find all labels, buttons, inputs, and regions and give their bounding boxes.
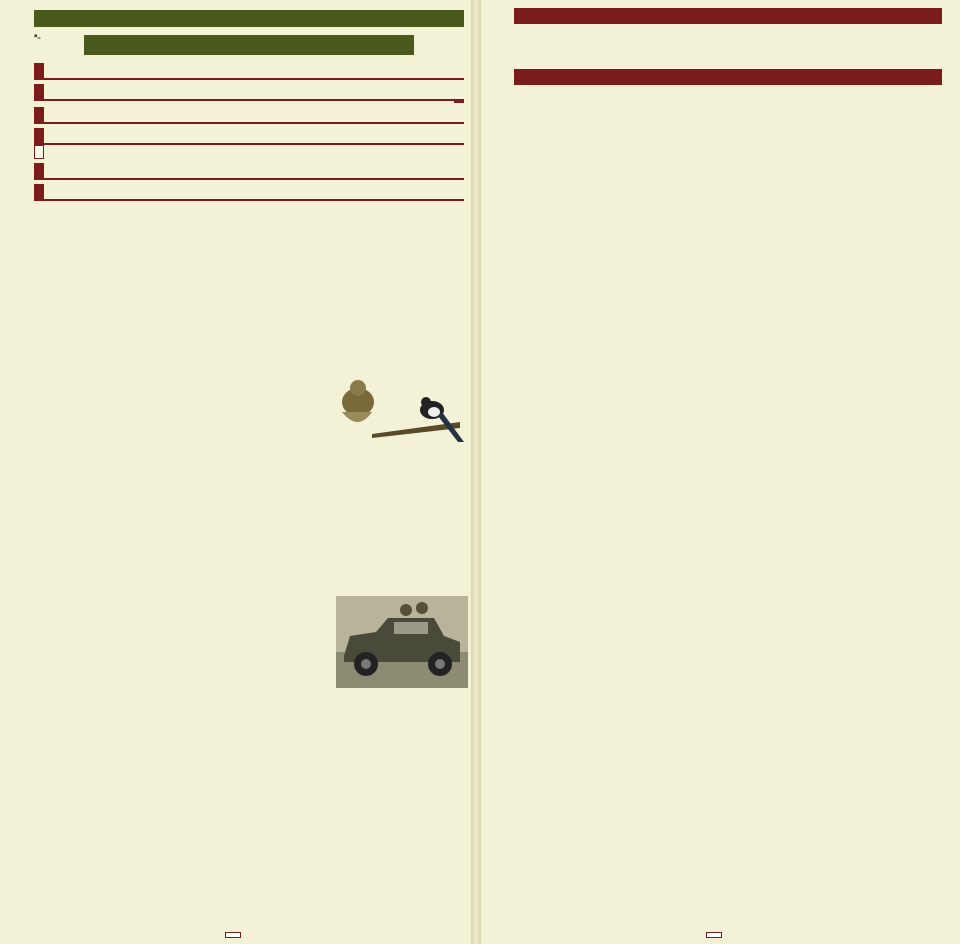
- services-heading: [34, 10, 464, 27]
- bird-photo: [332, 372, 468, 452]
- car-icon: [336, 596, 468, 688]
- vehicle-photo: [336, 596, 468, 688]
- movie-free-row: [514, 45, 942, 61]
- event-date: [34, 63, 44, 79]
- location-tag: [454, 101, 464, 103]
- event-text: [34, 101, 464, 103]
- event-date: [34, 107, 44, 123]
- event-date-bar: [34, 184, 464, 201]
- right-page: [480, 0, 960, 944]
- left-page: [0, 0, 472, 944]
- event-date: [34, 84, 44, 100]
- event-date: [34, 128, 44, 144]
- movie-row: [514, 27, 942, 45]
- center-name: [84, 35, 414, 55]
- bird-icon: [332, 372, 468, 452]
- location-tag: [34, 145, 44, 159]
- page-number-right: [706, 932, 722, 938]
- event-date-bar: [34, 63, 464, 80]
- groups-heading: [514, 69, 942, 85]
- event-date-bar: [34, 84, 464, 101]
- event-date: [34, 184, 44, 200]
- event-date-bar: [34, 107, 464, 124]
- event-text: [34, 145, 464, 159]
- delta-heading: [514, 8, 942, 24]
- event-date-bar: [34, 128, 464, 145]
- page-number-left: [225, 932, 241, 938]
- event-date-bar: [34, 163, 464, 180]
- event-date: [34, 163, 44, 179]
